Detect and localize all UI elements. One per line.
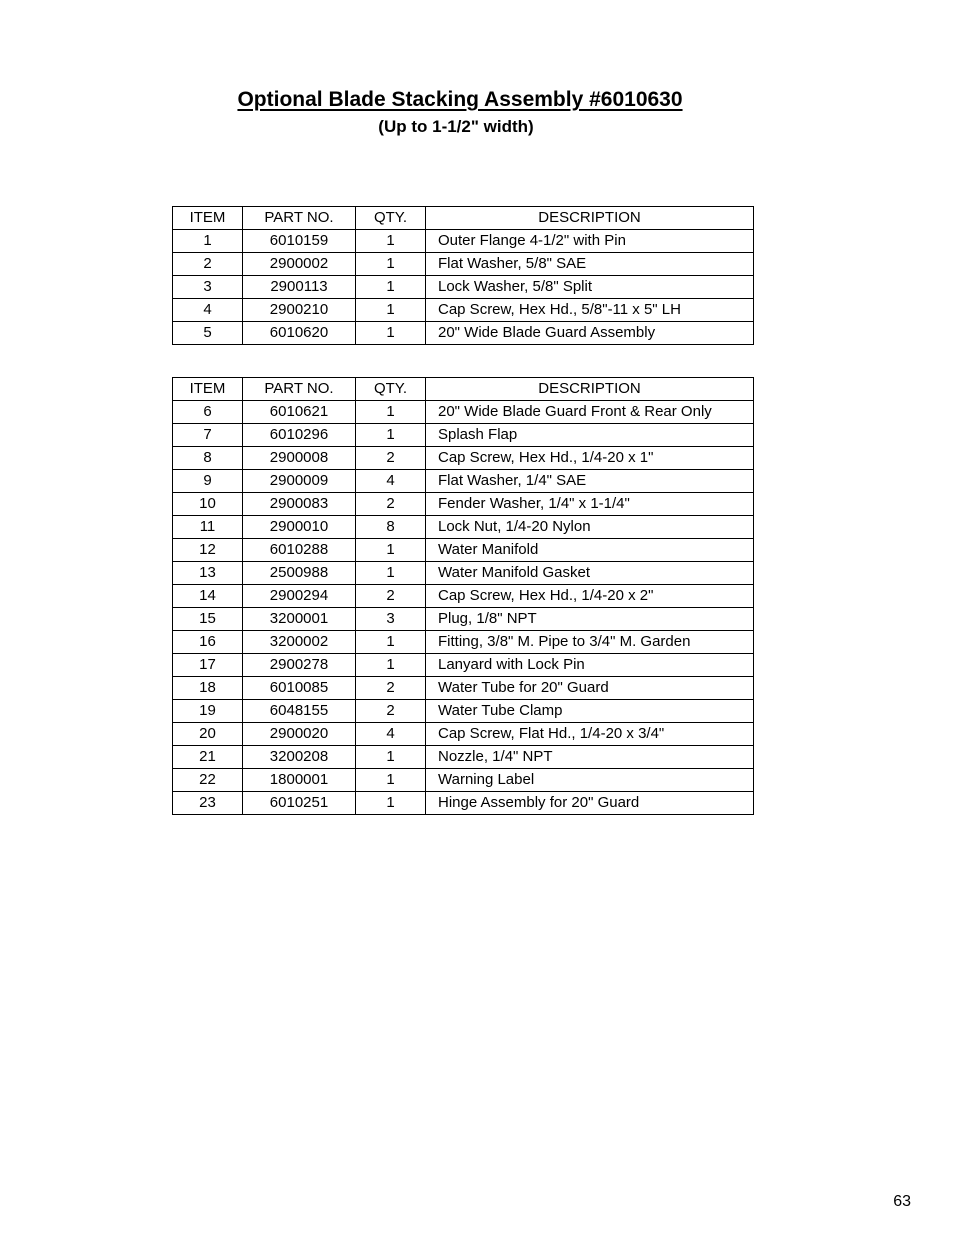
cell-part-no: 2900083: [243, 493, 356, 516]
cell-description: Lanyard with Lock Pin: [426, 654, 754, 677]
cell-item: 9: [173, 470, 243, 493]
cell-qty: 8: [356, 516, 426, 539]
table-row: [173, 447, 754, 470]
cell-qty: 2: [356, 493, 426, 516]
column-header-item: ITEM: [173, 378, 243, 401]
table-row: [173, 792, 754, 815]
cell-part-no: 2900008: [243, 447, 356, 470]
cell-qty: 1: [356, 562, 426, 585]
cell-part-no: 2900009: [243, 470, 356, 493]
cell-item: 4: [173, 299, 243, 322]
cell-qty: 1: [356, 322, 426, 345]
table-row: [173, 253, 754, 276]
table-row: [173, 585, 754, 608]
cell-qty: 1: [356, 276, 426, 299]
cell-item: 18: [173, 677, 243, 700]
column-header-description: DESCRIPTION: [426, 207, 754, 230]
cell-description: Flat Washer, 1/4" SAE: [426, 470, 754, 493]
cell-item: 23: [173, 792, 243, 815]
page-number: 63: [893, 1193, 911, 1210]
cell-part-no: 2900002: [243, 253, 356, 276]
cell-part-no: 6010296: [243, 424, 356, 447]
cell-part-no: 6010620: [243, 322, 356, 345]
column-header-qty: QTY.: [356, 207, 426, 230]
cell-part-no: 6010621: [243, 401, 356, 424]
table-row: [173, 723, 754, 746]
cell-part-no: 3200002: [243, 631, 356, 654]
cell-part-no: 2900020: [243, 723, 356, 746]
cell-description: Water Tube for 20" Guard: [426, 677, 754, 700]
cell-description: 20" Wide Blade Guard Assembly: [426, 322, 754, 345]
cell-part-no: 2500988: [243, 562, 356, 585]
cell-item: 16: [173, 631, 243, 654]
table-row: [173, 746, 754, 769]
cell-part-no: 6010288: [243, 539, 356, 562]
cell-item: 20: [173, 723, 243, 746]
cell-qty: 4: [356, 723, 426, 746]
table-header-row: [173, 207, 754, 230]
cell-description: Water Manifold Gasket: [426, 562, 754, 585]
cell-description: Hinge Assembly for 20" Guard: [426, 792, 754, 815]
cell-qty: 1: [356, 654, 426, 677]
cell-qty: 1: [356, 539, 426, 562]
cell-part-no: 6010159: [243, 230, 356, 253]
parts-table-2: [172, 377, 754, 815]
cell-description: Cap Screw, Hex Hd., 5/8"-11 x 5" LH: [426, 299, 754, 322]
table-row: [173, 700, 754, 723]
table-row: [173, 516, 754, 539]
column-header-item: ITEM: [173, 207, 243, 230]
cell-description: Splash Flap: [426, 424, 754, 447]
cell-part-no: 2900113: [243, 276, 356, 299]
table-row: [173, 608, 754, 631]
cell-item: 6: [173, 401, 243, 424]
page-title: Optional Blade Stacking Assembly #6010630: [237, 88, 683, 111]
cell-qty: 3: [356, 608, 426, 631]
table-row: [173, 424, 754, 447]
cell-item: 12: [173, 539, 243, 562]
cell-qty: 1: [356, 769, 426, 792]
cell-part-no: 6010085: [243, 677, 356, 700]
cell-item: 17: [173, 654, 243, 677]
cell-qty: 1: [356, 631, 426, 654]
cell-description: Fitting, 3/8" M. Pipe to 3/4" M. Garden: [426, 631, 754, 654]
cell-description: Cap Screw, Hex Hd., 1/4-20 x 2": [426, 585, 754, 608]
column-header-part-no: PART NO.: [243, 207, 356, 230]
cell-part-no: 6010251: [243, 792, 356, 815]
table-header-row: [173, 378, 754, 401]
cell-part-no: 2900278: [243, 654, 356, 677]
cell-part-no: 2900210: [243, 299, 356, 322]
table-row: [173, 562, 754, 585]
cell-part-no: 2900010: [243, 516, 356, 539]
cell-description: Lock Nut, 1/4-20 Nylon: [426, 516, 754, 539]
cell-description: Plug, 1/8" NPT: [426, 608, 754, 631]
cell-part-no: 1800001: [243, 769, 356, 792]
table-row: [173, 322, 754, 345]
cell-qty: 2: [356, 585, 426, 608]
cell-item: 14: [173, 585, 243, 608]
cell-item: 13: [173, 562, 243, 585]
cell-item: 7: [173, 424, 243, 447]
table-row: [173, 769, 754, 792]
cell-part-no: 3200001: [243, 608, 356, 631]
cell-description: Cap Screw, Flat Hd., 1/4-20 x 3/4": [426, 723, 754, 746]
table-row: [173, 470, 754, 493]
cell-description: Lock Washer, 5/8" Split: [426, 276, 754, 299]
cell-item: 8: [173, 447, 243, 470]
cell-qty: 1: [356, 746, 426, 769]
table-row: [173, 493, 754, 516]
table-row: [173, 401, 754, 424]
table-row: [173, 631, 754, 654]
table-row: [173, 677, 754, 700]
table-row: [173, 299, 754, 322]
cell-item: 21: [173, 746, 243, 769]
cell-description: Cap Screw, Hex Hd., 1/4-20 x 1": [426, 447, 754, 470]
parts-table-1: [172, 206, 754, 345]
cell-description: Outer Flange 4-1/2" with Pin: [426, 230, 754, 253]
table-row: [173, 276, 754, 299]
cell-qty: 4: [356, 470, 426, 493]
column-header-qty: QTY.: [356, 378, 426, 401]
cell-qty: 1: [356, 230, 426, 253]
cell-qty: 1: [356, 401, 426, 424]
cell-qty: 2: [356, 447, 426, 470]
cell-item: 10: [173, 493, 243, 516]
cell-qty: 1: [356, 792, 426, 815]
cell-part-no: 2900294: [243, 585, 356, 608]
cell-item: 19: [173, 700, 243, 723]
cell-description: Fender Washer, 1/4" x 1-1/4": [426, 493, 754, 516]
cell-description: Warning Label: [426, 769, 754, 792]
table-row: [173, 539, 754, 562]
cell-description: Water Manifold: [426, 539, 754, 562]
column-header-description: DESCRIPTION: [426, 378, 754, 401]
cell-item: 5: [173, 322, 243, 345]
cell-item: 3: [173, 276, 243, 299]
cell-item: 1: [173, 230, 243, 253]
column-header-part-no: PART NO.: [243, 378, 356, 401]
cell-description: Nozzle, 1/4" NPT: [426, 746, 754, 769]
cell-item: 11: [173, 516, 243, 539]
cell-qty: 1: [356, 253, 426, 276]
cell-qty: 1: [356, 424, 426, 447]
table-row: [173, 654, 754, 677]
cell-item: 15: [173, 608, 243, 631]
cell-part-no: 3200208: [243, 746, 356, 769]
cell-description: Flat Washer, 5/8" SAE: [426, 253, 754, 276]
cell-item: 2: [173, 253, 243, 276]
cell-qty: 1: [356, 299, 426, 322]
cell-description: 20" Wide Blade Guard Front & Rear Only: [426, 401, 754, 424]
cell-item: 22: [173, 769, 243, 792]
table-row: [173, 230, 754, 253]
cell-qty: 2: [356, 677, 426, 700]
cell-part-no: 6048155: [243, 700, 356, 723]
page-subtitle: (Up to 1-1/2" width): [378, 117, 534, 136]
cell-description: Water Tube Clamp: [426, 700, 754, 723]
cell-qty: 2: [356, 700, 426, 723]
